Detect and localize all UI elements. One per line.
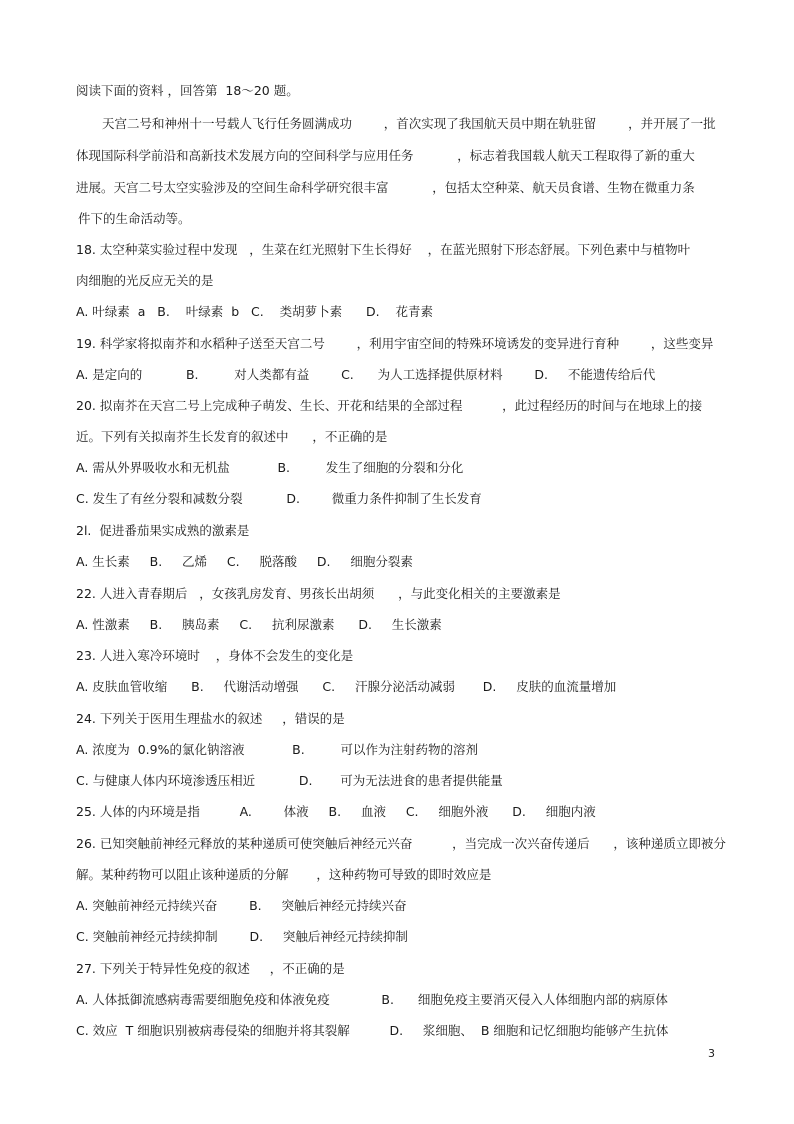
question-options: A. 生长素 B. 乙烯 C. 脱落酸 D. 细胞分裂素	[76, 554, 413, 569]
question-options: C. 突触前神经元持续抑制 D. 突触后神经元持续抑制	[76, 929, 408, 944]
passage-line: 件下的生命活动等。	[78, 211, 191, 226]
question-stem: 近。下列有关拟南芥生长发育的叙述中 ，不正确的是	[76, 429, 388, 444]
question-options: C. 与健康人体内环境渗透压相近 D. 可为无法进食的患者提供能量	[76, 773, 503, 788]
question-options: C. 发生了有丝分裂和减数分裂 D. 微重力条件抑制了生长发育	[76, 491, 482, 506]
question-stem: 19. 科学家将拟南芥和水稻种子送至天宫二号 ，利用宇宙空间的特殊环境诱发的变异进行育种 ，这些变异	[76, 336, 714, 351]
question-stem: 解。某种药物可以阻止该种递质的分解 ，这种药物可导致的即时效应是	[76, 867, 492, 882]
question-options: A. 浓度为 0.9%的氯化钠溶液 B. 可以作为注射药物的溶剂	[76, 742, 478, 757]
question-options: A. 是定向的 B. 对人类都有益 C. 为人工选择提供原材料 D. 不能遗传给后代	[76, 367, 656, 382]
question-options: A. 皮肤血管收缩 B. 代谢活动增强 C. 汗腺分泌活动减弱 D. 皮肤的血流量增加	[76, 679, 617, 694]
question-options: A. 需从外界吸收水和无机盐 B. 发生了细胞的分裂和分化	[76, 460, 464, 475]
question-stem: 27. 下列关于特异性免疫的叙述 ，不正确的是	[76, 961, 345, 976]
question-stem: 23. 人进入寒冷环境时 ，身体不会发生的变化是	[76, 648, 354, 663]
page-number: 3	[708, 1047, 715, 1060]
question-stem: 26. 已知突触前神经元释放的某种递质可使突触后神经元兴奋 ，当完成一次兴奋传递后 ，该种递质立即被分	[76, 836, 726, 851]
reading-instruction: 阅读下面的资料 ，回答第 18～20 题。	[76, 83, 299, 98]
passage-line: 体现国际科学前沿和高新技术发展方向的空间科学与应用任务 ，标志着我国载人航天工程取得了新的重大	[76, 148, 695, 163]
question-options: A. 人体抵御流感病毒需要细胞免疫和体液免疫 B. 细胞免疫主要消灭侵入人体细胞内部的病原体	[76, 992, 668, 1007]
question-stem: 20. 拟南芥在天宫二号上完成种子萌发、生长、开花和结果的全部过程 ，此过程经历的时间与在地球上的接	[76, 398, 703, 413]
question-stem: 18. 太空种菜实验过程中发现 ，生菜在红光照射下生长得好 ，在蓝光照射下形态舒展。下列色素中与植物叶	[76, 242, 691, 257]
question-stem: 22. 人进入青春期后 ，女孩乳房发育、男孩长出胡须 ，与此变化相关的主要激素是	[76, 586, 561, 601]
passage-line: 天宫二号和神州十一号载人飞行任务圆满成功 ，首次实现了我国航天员中期在轨驻留 ，并开展了一批	[102, 116, 716, 131]
question-stem: 24. 下列关于医用生理盐水的叙述 ，错误的是	[76, 711, 345, 726]
question-options: A. 突触前神经元持续兴奋 B. 突触后神经元持续兴奋	[76, 898, 407, 913]
question-stem: 2l. 促进番茄果实成熟的激素是	[76, 523, 250, 538]
question-options: C. 效应 T 细胞识别被病毒侵染的细胞并将其裂解 D. 浆细胞、 B 细胞和记忆细胞均能够产生抗体	[76, 1023, 669, 1038]
passage-line: 进展。天宫二号太空实验涉及的空间生命科学研究很丰富 ，包括太空种菜、航天员食谱、生物在微重力条	[76, 180, 695, 195]
question-options: A. 性激素 B. 胰岛素 C. 抗利尿激素 D. 生长激素	[76, 617, 442, 632]
question-stem: 肉细胞的光反应无关的是	[76, 273, 214, 288]
question-options: A. 叶绿素 a B. 叶绿素 b C. 类胡萝卜素 D. 花青素	[76, 304, 433, 319]
question-stem: 25. 人体的内环境是指 A. 体液 B. 血液 C. 细胞外液 D. 细胞内液	[76, 804, 596, 819]
